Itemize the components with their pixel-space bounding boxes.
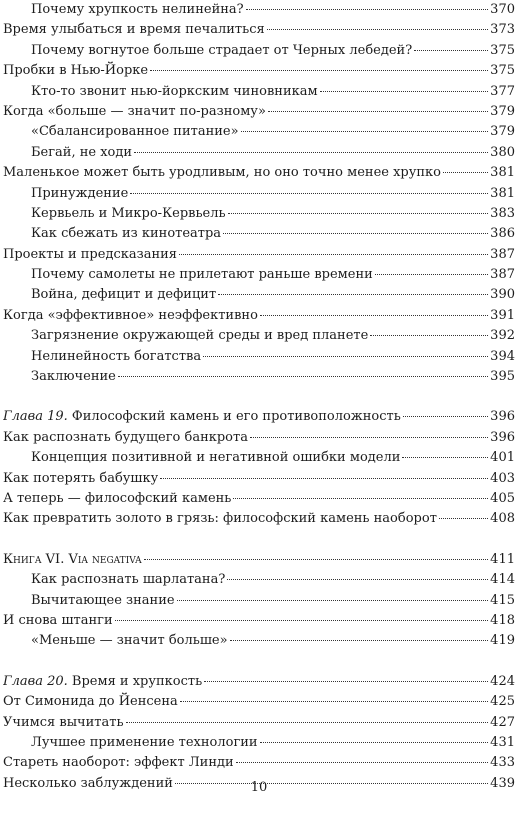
dot-leader — [260, 315, 488, 316]
toc-entry-text: Концепция позитивной и негативной ошибки модели — [31, 450, 401, 466]
toc-subentry[interactable] — [3, 326, 515, 346]
toc-entry[interactable] — [3, 20, 515, 40]
toc-page-number: 392 — [490, 328, 515, 344]
toc-page-number: 379 — [490, 124, 515, 140]
toc-entry[interactable] — [3, 611, 515, 631]
toc-entry-title — [31, 326, 368, 346]
toc-entry[interactable] — [3, 306, 515, 326]
toc-entry-text: Загрязнение окружающей среды и вред планете — [31, 328, 369, 344]
toc-page-number: 431 — [490, 734, 515, 750]
toc-entry[interactable] — [3, 245, 515, 265]
toc-page-number: 395 — [490, 369, 515, 385]
toc-entry-title — [31, 41, 412, 61]
toc-entry-text: Время и хрупкость — [71, 673, 203, 689]
dot-leader — [115, 620, 489, 621]
toc-page-number: 370 — [490, 2, 515, 17]
toc-subentry[interactable] — [3, 204, 515, 224]
toc-entry-title — [3, 163, 441, 183]
toc-entry[interactable] — [3, 163, 515, 183]
page-number: 10 — [250, 780, 268, 795]
toc-subentry[interactable] — [3, 265, 515, 285]
toc-entry-text: Война, дефицит и дефицит — [31, 287, 217, 303]
dot-leader — [370, 335, 488, 336]
dot-leader — [227, 579, 488, 580]
toc-entry-text: Почему самолеты не прилетают раньше времени — [31, 267, 373, 283]
toc-entry-text: Нелинейность богатства — [31, 348, 202, 364]
toc-page-number: 411 — [490, 551, 515, 567]
toc-entry[interactable] — [3, 61, 515, 81]
toc-entry[interactable] — [3, 672, 515, 692]
toc-entry-title — [31, 448, 400, 468]
toc-page-number: 387 — [490, 246, 515, 262]
toc-page-number: 379 — [490, 103, 515, 119]
dot-leader — [134, 152, 488, 153]
toc-entry-text: Заключение — [31, 369, 116, 385]
dot-leader — [204, 681, 488, 682]
toc-page-number: 419 — [490, 633, 515, 649]
toc-entry[interactable] — [3, 428, 515, 448]
section-gap — [3, 652, 515, 672]
toc-page-number: 414 — [490, 572, 515, 588]
dot-leader — [403, 416, 488, 417]
toc-entry-title — [3, 509, 437, 529]
toc-entry-label: Глава 19. — [3, 409, 68, 425]
toc-entry-label: Глава 20. — [3, 673, 68, 689]
dot-leader — [233, 498, 488, 499]
toc-page-number: 375 — [490, 63, 515, 79]
toc-page-number: 418 — [490, 612, 515, 628]
toc-entry-title — [3, 753, 234, 773]
toc-page-number: 394 — [490, 348, 515, 364]
toc-entry-text: Вычитающее знание — [31, 592, 175, 608]
toc-entry-title — [3, 692, 178, 712]
toc-page-number: 381 — [490, 185, 515, 201]
dot-leader — [260, 742, 489, 743]
toc-entry[interactable] — [3, 407, 515, 427]
toc-page-number: 377 — [490, 83, 515, 99]
toc-entry[interactable] — [3, 469, 515, 489]
dot-leader — [439, 518, 488, 519]
toc-entry-text: Как потерять бабушку — [3, 470, 159, 486]
toc-entry[interactable] — [3, 692, 515, 712]
dot-leader — [375, 274, 488, 275]
toc-entry-text: Проекты и предсказания — [3, 246, 177, 262]
toc-subentry[interactable] — [3, 122, 515, 142]
toc-entry-title — [3, 102, 266, 122]
toc-entry-title — [3, 407, 401, 427]
dot-leader — [236, 762, 488, 763]
toc-entry[interactable] — [3, 753, 515, 773]
dot-leader — [402, 457, 488, 458]
toc-entry-text: Бегай, не ходи — [31, 144, 133, 160]
toc-page-number: 390 — [490, 287, 515, 303]
toc-entry-title — [31, 82, 318, 102]
toc-entry[interactable] — [3, 102, 515, 122]
toc-entry[interactable] — [3, 509, 515, 529]
toc-entry-title — [3, 245, 177, 265]
toc-entry-title — [31, 591, 175, 611]
toc-entry-text: Как распознать будущего банкрота — [3, 429, 248, 445]
table-of-contents — [3, 0, 515, 794]
toc-subentry[interactable] — [3, 631, 515, 651]
toc-entry-text: «Сбалансированное питание» — [31, 124, 239, 140]
dot-leader — [203, 356, 488, 357]
dot-leader — [267, 29, 488, 30]
toc-page-number: 405 — [490, 490, 515, 506]
toc-subentry[interactable] — [3, 0, 515, 20]
toc-entry-title — [31, 184, 128, 204]
toc-entry-title — [3, 550, 142, 570]
toc-subentry[interactable] — [3, 184, 515, 204]
toc-page-number: 396 — [490, 409, 515, 425]
toc-page-number: 425 — [490, 694, 515, 710]
toc-page-number: 439 — [490, 775, 515, 791]
toc-page-number: 396 — [490, 429, 515, 445]
toc-page-number: 427 — [490, 714, 515, 730]
dot-leader — [130, 193, 488, 194]
toc-entry-text: Почему вогнутое больше страдает от Черных лебедей? — [31, 42, 413, 58]
toc-subentry[interactable] — [3, 448, 515, 468]
toc-subentry[interactable] — [3, 733, 515, 753]
toc-entry-text: Философский камень и его противоположность — [71, 409, 401, 425]
section-gap — [3, 387, 515, 407]
dot-leader — [414, 50, 488, 51]
toc-page-number: 373 — [490, 22, 515, 38]
toc-entry-text: Когда «эффективное» неэффективно — [3, 307, 258, 323]
toc-page-number: 433 — [490, 755, 515, 771]
toc-entry-title — [3, 713, 124, 733]
toc-entry-title — [31, 285, 216, 305]
toc-subentry[interactable] — [3, 41, 515, 61]
toc-entry-title — [3, 672, 202, 692]
toc-entry-text: Как сбежать из кинотеатра — [31, 226, 222, 242]
toc-entry-title — [3, 20, 265, 40]
toc-page-number: 415 — [490, 592, 515, 608]
dot-leader — [126, 722, 489, 723]
dot-leader — [150, 70, 488, 71]
dot-leader — [144, 559, 489, 560]
toc-subentry[interactable] — [3, 570, 515, 590]
toc-page-number: 383 — [490, 205, 515, 221]
dot-leader — [180, 701, 488, 702]
dot-leader — [241, 131, 489, 132]
toc-entry-text: Кто-то звонит нью-йоркским чиновникам — [31, 83, 318, 99]
toc-entry[interactable] — [3, 713, 515, 733]
toc-entry-title — [31, 265, 373, 285]
toc-page-number: 387 — [490, 267, 515, 283]
toc-entry-title — [31, 347, 201, 367]
toc-entry[interactable] — [3, 550, 515, 570]
section-gap — [3, 530, 515, 550]
toc-page-number: 386 — [490, 226, 515, 242]
toc-entry-title — [31, 0, 244, 20]
toc-entry-text: Принуждение — [31, 185, 129, 201]
dot-leader — [228, 213, 489, 214]
toc-entry-title — [31, 143, 132, 163]
toc-entry-title — [3, 611, 113, 631]
dot-leader — [230, 640, 489, 641]
toc-subentry[interactable] — [3, 285, 515, 305]
toc-page-number: 424 — [490, 673, 515, 689]
toc-subentry[interactable] — [3, 367, 515, 387]
toc-entry-text: Лучшее применение технологии — [31, 734, 258, 750]
toc-subentry[interactable] — [3, 591, 515, 611]
toc-page-number: 403 — [490, 470, 515, 486]
toc-entry-title — [3, 489, 231, 509]
dot-leader — [177, 600, 489, 601]
dot-leader — [218, 294, 488, 295]
toc-entry-text: Как распознать шарлатана? — [31, 572, 226, 588]
toc-entry-text: Несколько заблуждений — [3, 775, 173, 791]
toc-page-number: 408 — [490, 511, 515, 527]
dot-leader — [250, 437, 488, 438]
toc-entry-text: Via negativa — [68, 551, 142, 567]
toc-entry-title — [3, 469, 158, 489]
dot-leader — [223, 233, 488, 234]
dot-leader — [246, 9, 489, 10]
toc-subentry[interactable] — [3, 224, 515, 244]
toc-page-number: 380 — [490, 144, 515, 160]
toc-page-number: 391 — [490, 307, 515, 323]
toc-entry-text: Почему хрупкость нелинейна? — [31, 2, 244, 17]
toc-subentry[interactable] — [3, 82, 515, 102]
toc-entry-text: А теперь — философский камень — [3, 490, 232, 506]
toc-entry-title — [3, 306, 258, 326]
toc-entry-text: Маленькое может быть уродливым, но оно точно менее хрупко — [3, 165, 442, 181]
toc-entry-title — [31, 122, 239, 142]
toc-subentry[interactable] — [3, 347, 515, 367]
toc-entry-text: Когда «больше — значит по-разному» — [3, 103, 266, 119]
dot-leader — [320, 91, 489, 92]
toc-entry-title — [3, 428, 248, 448]
dot-leader — [179, 254, 488, 255]
toc-entry-text: Время улыбаться и время печалиться — [3, 22, 265, 38]
dot-leader — [118, 376, 488, 377]
toc-entry[interactable] — [3, 489, 515, 509]
dot-leader — [443, 172, 488, 173]
dot-leader — [160, 478, 488, 479]
toc-entry-title — [31, 570, 225, 590]
toc-entry-title — [31, 631, 228, 651]
toc-entry-label: Книга VI. — [3, 551, 65, 567]
toc-page-number: 381 — [490, 165, 515, 181]
toc-entry-title — [3, 61, 148, 81]
toc-subentry[interactable] — [3, 143, 515, 163]
toc-entry-text: Как превратить золото в грязь: философский камень наоборот — [3, 511, 437, 527]
toc-entry-text: Пробки в Нью-Йорке — [3, 63, 149, 79]
toc-entry-title — [31, 204, 226, 224]
toc-entry-title — [31, 733, 258, 753]
toc-entry-title — [31, 367, 116, 387]
toc-entry-text: Учимся вычитать — [3, 714, 124, 730]
toc-entry-text: Стареть наоборот: эффект Линди — [3, 755, 234, 771]
toc-entry-text: «Меньше — значит больше» — [31, 633, 228, 649]
toc-page-number: 401 — [490, 450, 515, 466]
toc-entry-text: От Симонида до Йенсена — [3, 694, 178, 710]
dot-leader — [268, 111, 488, 112]
toc-entry-title — [31, 224, 221, 244]
toc-entry-text: И снова штанги — [3, 612, 113, 628]
toc-page-number: 375 — [490, 42, 515, 58]
toc-entry-text: Кервьель и Микро-Кервьель — [31, 205, 226, 221]
